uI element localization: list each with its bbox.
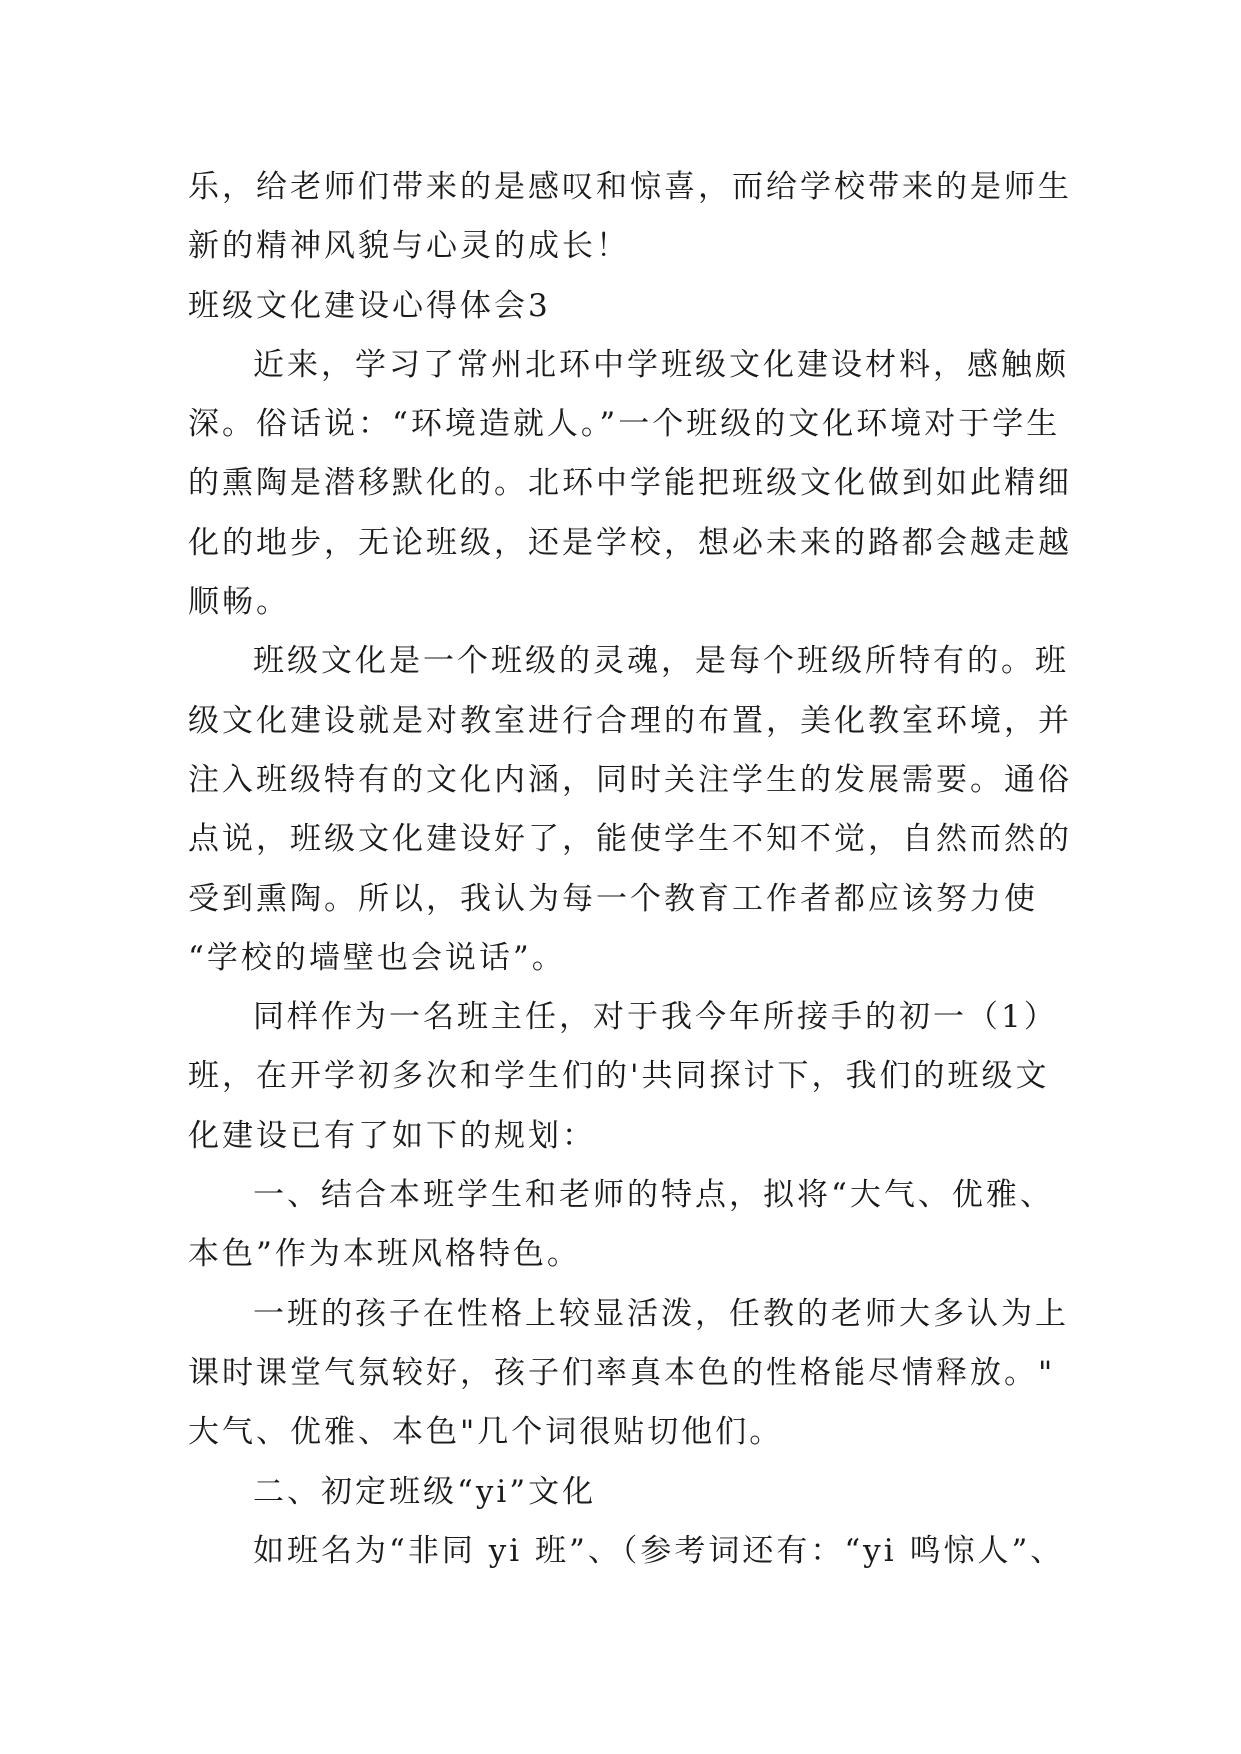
text-line: 注入班级特有的文化内涵，同时关注学生的发展需要。通俗 [188, 761, 1072, 798]
text-line: 一、结合本班学生和老师的特点，拟将“大气、优雅、 [253, 1177, 1054, 1214]
text-line: 顺畅。 [188, 584, 290, 621]
text-line: 受到熏陶。所以，我认为每一个教育工作者都应该努力使 [188, 880, 1038, 917]
text-line: 本色”作为本班风格特色。 [188, 1236, 581, 1273]
text-line: 深。俗话说：“环境造就人。”一个班级的文化环境对于学生 [188, 406, 1061, 443]
text-line: 如班名为“非同 yi 班”、（参考词还有：“yi 鸣惊人”、 [253, 1532, 1065, 1569]
text-line: 级文化建设就是对教室进行合理的布置，美化教室环境，并 [188, 702, 1072, 739]
section-heading: 班级文化建设心得体会3 [188, 287, 551, 324]
text-line: 班，在开学初多次和学生们的'共同探讨下，我们的班级文 [188, 1058, 1050, 1095]
text-line: 同样作为一名班主任，对于我今年所接手的初一（1） [253, 999, 1058, 1036]
text-line: 化的地步，无论班级，还是学校，想必未来的路都会越走越 [188, 524, 1072, 561]
text-line: 近来，学习了常州北环中学班级文化建设材料，感触颇 [253, 346, 1069, 383]
text-line: 点说，班级文化建设好了，能使学生不知不觉，自然而然的 [188, 821, 1072, 858]
document-body [188, 158, 1072, 1581]
text-line: 课时课堂气氛较好，孩子们率真本色的性格能尽情释放。" [188, 1354, 1056, 1391]
text-line: 一班的孩子在性格上较显活泼，任教的老师大多认为上 [253, 1295, 1069, 1332]
text-line: 新的精神风貌与心灵的成长！ [188, 228, 630, 265]
text-line: “学校的墙壁也会说话”。 [188, 939, 566, 976]
text-line: 大气、优雅、本色"几个词很贴切他们。 [188, 1414, 784, 1451]
text-line: 二、初定班级“yi”文化 [253, 1473, 597, 1510]
text-line: 班级文化是一个班级的灵魂，是每个班级所特有的。班 [253, 643, 1069, 680]
text-line: 的熏陶是潜移默化的。北环中学能把班级文化做到如此精细 [188, 465, 1072, 502]
text-line: 乐，给老师们带来的是感叹和惊喜，而给学校带来的是师生 [188, 169, 1072, 205]
text-line: 化建设已有了如下的规划： [188, 1117, 596, 1154]
